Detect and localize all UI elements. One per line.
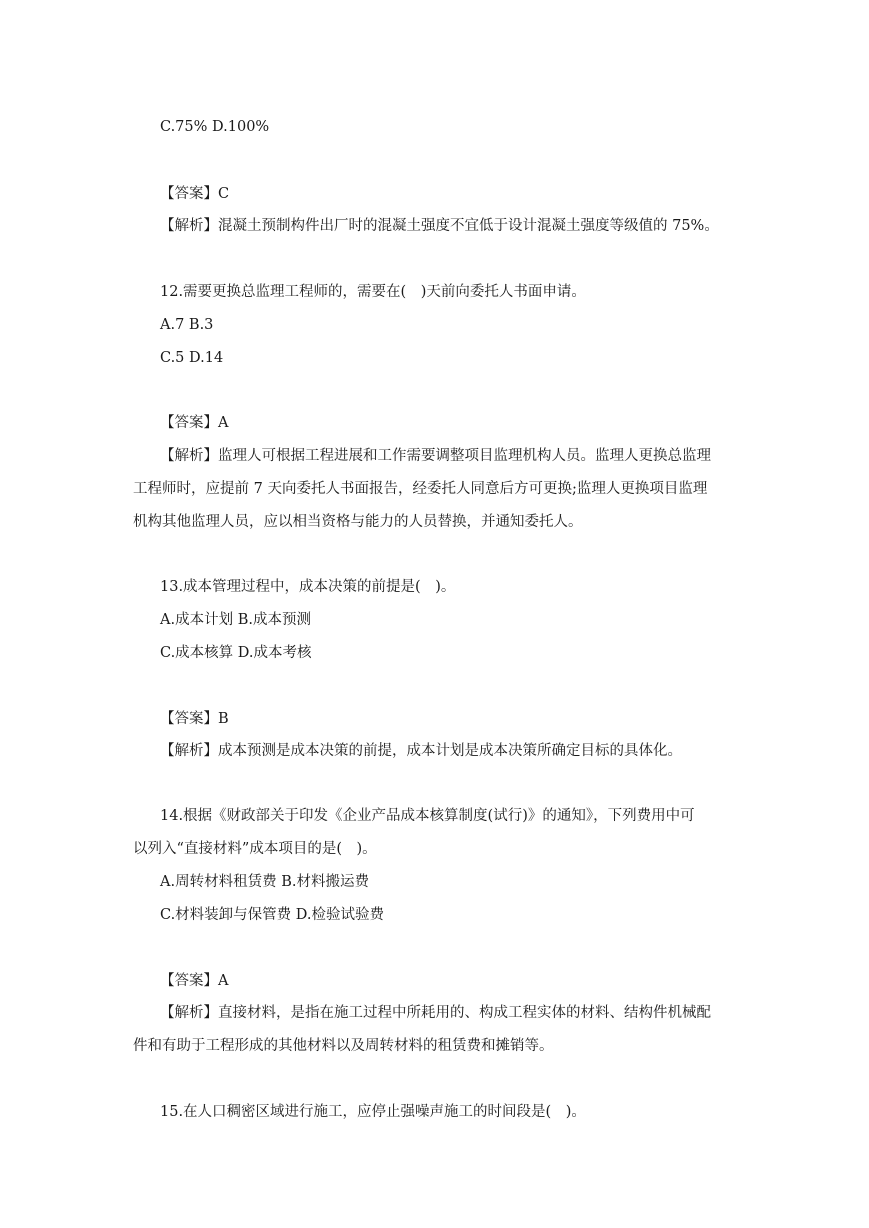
q11-answer: 【答案】C — [160, 186, 230, 202]
q13-options-line2: C.成本核算 D.成本考核 — [160, 645, 312, 661]
q12-options-line2: C.5 D.14 — [160, 350, 224, 366]
q13-analysis: 【解析】成本预测是成本决策的前提，成本计划是成本决策所确定目标的具体化。 — [160, 743, 682, 759]
q13-question: 13.成本管理过程中，成本决策的前提是( )。 — [160, 579, 456, 595]
q12-options-line1: A.7 B.3 — [160, 317, 214, 333]
q14-analysis-line2: 件和有助于工程形成的其他材料以及周转材料的租赁费和摊销等。 — [133, 1038, 554, 1054]
q12-answer: 【答案】A — [160, 415, 229, 431]
q13-options-line1: A.成本计划 B.成本预测 — [160, 612, 311, 628]
q14-question-line1: 14.根据《财政部关于印发《企业产品成本核算制度(试行)》的通知》，下列费用中可 — [160, 808, 695, 824]
q11-analysis: 【解析】混凝土预制构件出厂时的混凝土强度不宜低于设计混凝土强度等级值的 75%。 — [160, 218, 719, 234]
q14-options-line2: C.材料装卸与保管费 D.检验试验费 — [160, 907, 385, 923]
q14-options-line1: A.周转材料租赁费 B.材料搬运费 — [160, 874, 369, 890]
q12-analysis-line1: 【解析】监理人可根据工程进展和工作需要调整项目监理机构人员。监理人更换总监理 — [160, 448, 711, 464]
q14-analysis-line1: 【解析】直接材料，是指在施工过程中所耗用的、构成工程实体的材料、结构件机械配 — [160, 1005, 711, 1021]
q14-question-line2: 以列入“直接材料”成本项目的是( )。 — [133, 841, 377, 857]
q11-options: C.75% D.100% — [160, 119, 270, 135]
q15-question: 15.在人口稠密区域进行施工，应停止强噪声施工的时间段是( )。 — [160, 1104, 586, 1120]
q12-analysis-line3: 机构其他监理人员，应以相当资格与能力的人员替换，并通知委托人。 — [133, 514, 583, 530]
q12-question: 12.需要更换总监理工程师的，需要在( )天前向委托人书面申请。 — [160, 284, 586, 300]
q13-answer: 【答案】B — [160, 711, 229, 727]
q12-analysis-line2: 工程师时，应提前 7 天向委托人书面报告，经委托人同意后方可更换;监理人更换项目监理 — [133, 481, 708, 497]
q14-answer: 【答案】A — [160, 973, 229, 989]
